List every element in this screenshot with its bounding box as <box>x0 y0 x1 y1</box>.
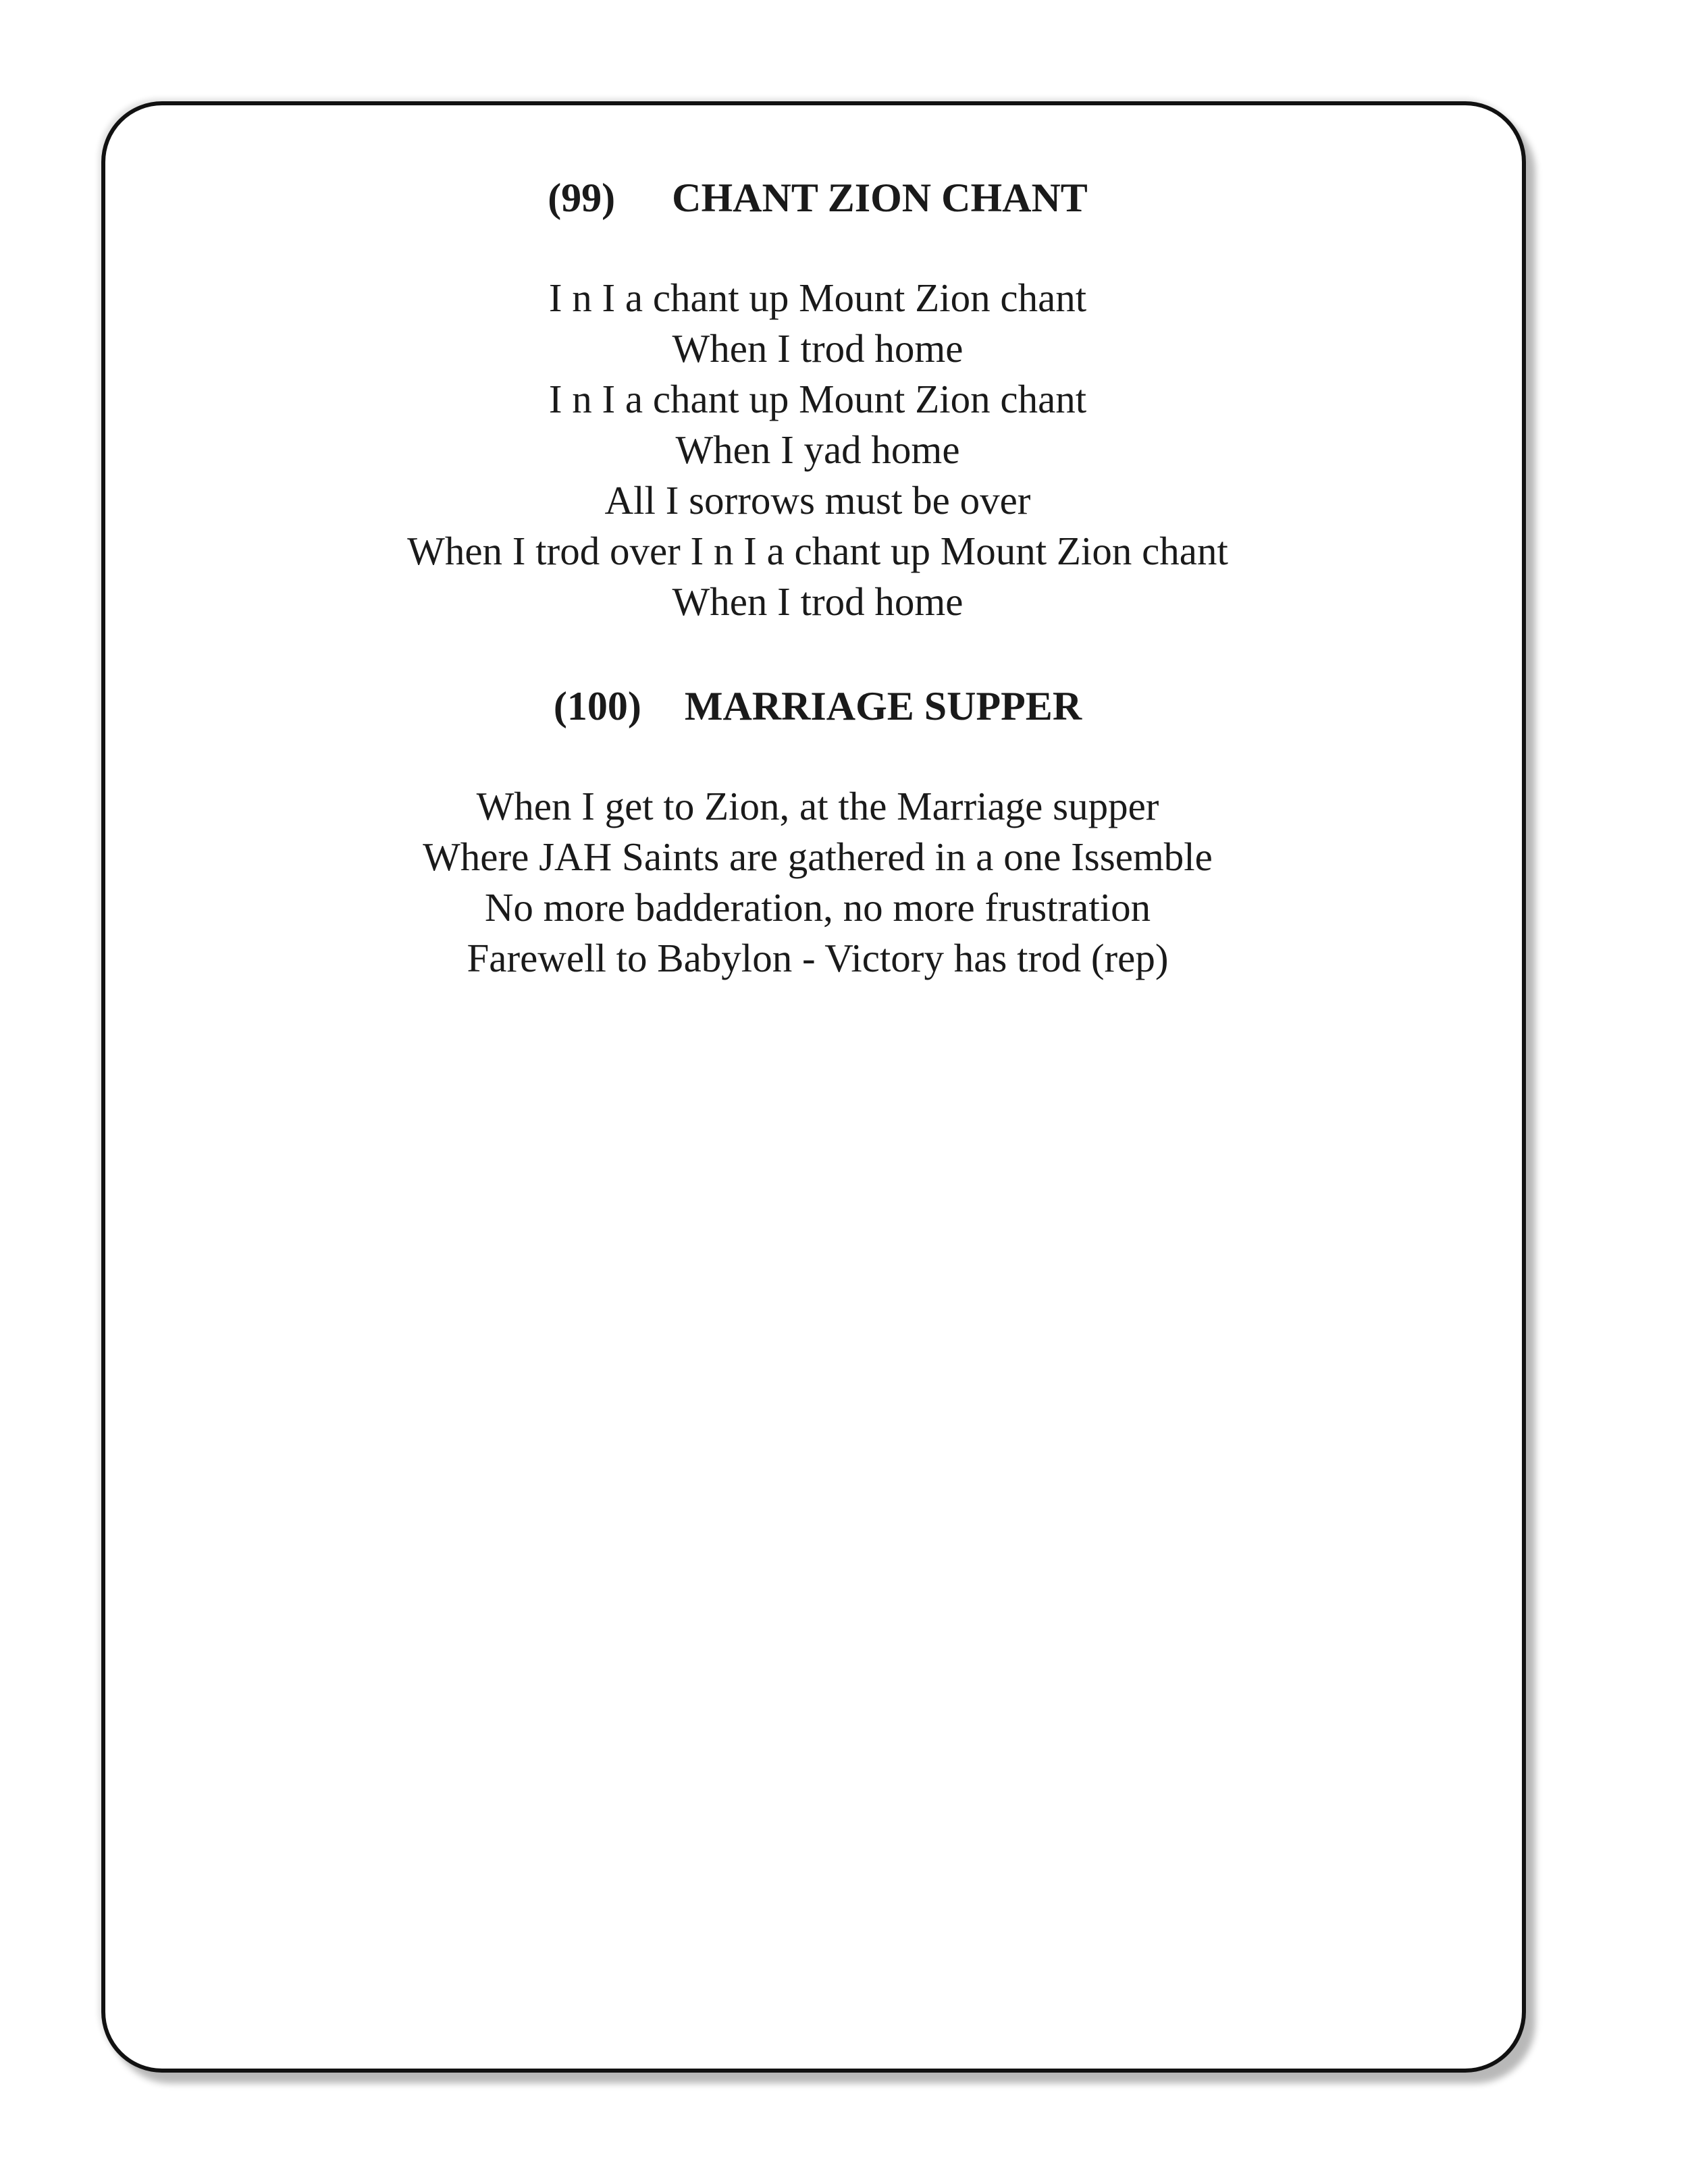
lyric-line: When I trod home <box>672 326 964 371</box>
lyric-line: All I sorrows must be over <box>604 478 1031 523</box>
song-marriage-supper <box>105 683 1530 984</box>
song-number: (100) <box>553 684 641 728</box>
lyric-line: Farewell to Babylon - Victory has trod (rep) <box>467 936 1169 980</box>
song-name: CHANT ZION CHANT <box>672 176 1088 220</box>
lyric-line: When I get to Zion, at the Marriage supper <box>476 784 1159 828</box>
song-lyrics <box>105 273 1530 627</box>
lyric-line: When I yad home <box>675 427 960 472</box>
lyric-line: When I trod home <box>672 579 964 624</box>
lyric-line: I n I a chant up Mount Zion chant <box>548 377 1087 421</box>
song-chant-zion-chant <box>105 174 1530 627</box>
lyric-line: I n I a chant up Mount Zion chant <box>548 275 1087 320</box>
song-lyrics <box>105 781 1530 984</box>
song-title <box>105 683 1530 730</box>
lyric-line: No more badderation, no more frustration <box>484 885 1151 930</box>
lyric-line: When I trod over I n I a chant up Mount Zion chant <box>407 529 1228 573</box>
page-frame <box>101 101 1526 2073</box>
lyric-line: Where JAH Saints are gathered in a one Issemble <box>423 834 1213 879</box>
song-title <box>105 174 1530 221</box>
song-number: (99) <box>548 176 616 220</box>
song-name: MARRIAGE SUPPER <box>684 684 1082 728</box>
